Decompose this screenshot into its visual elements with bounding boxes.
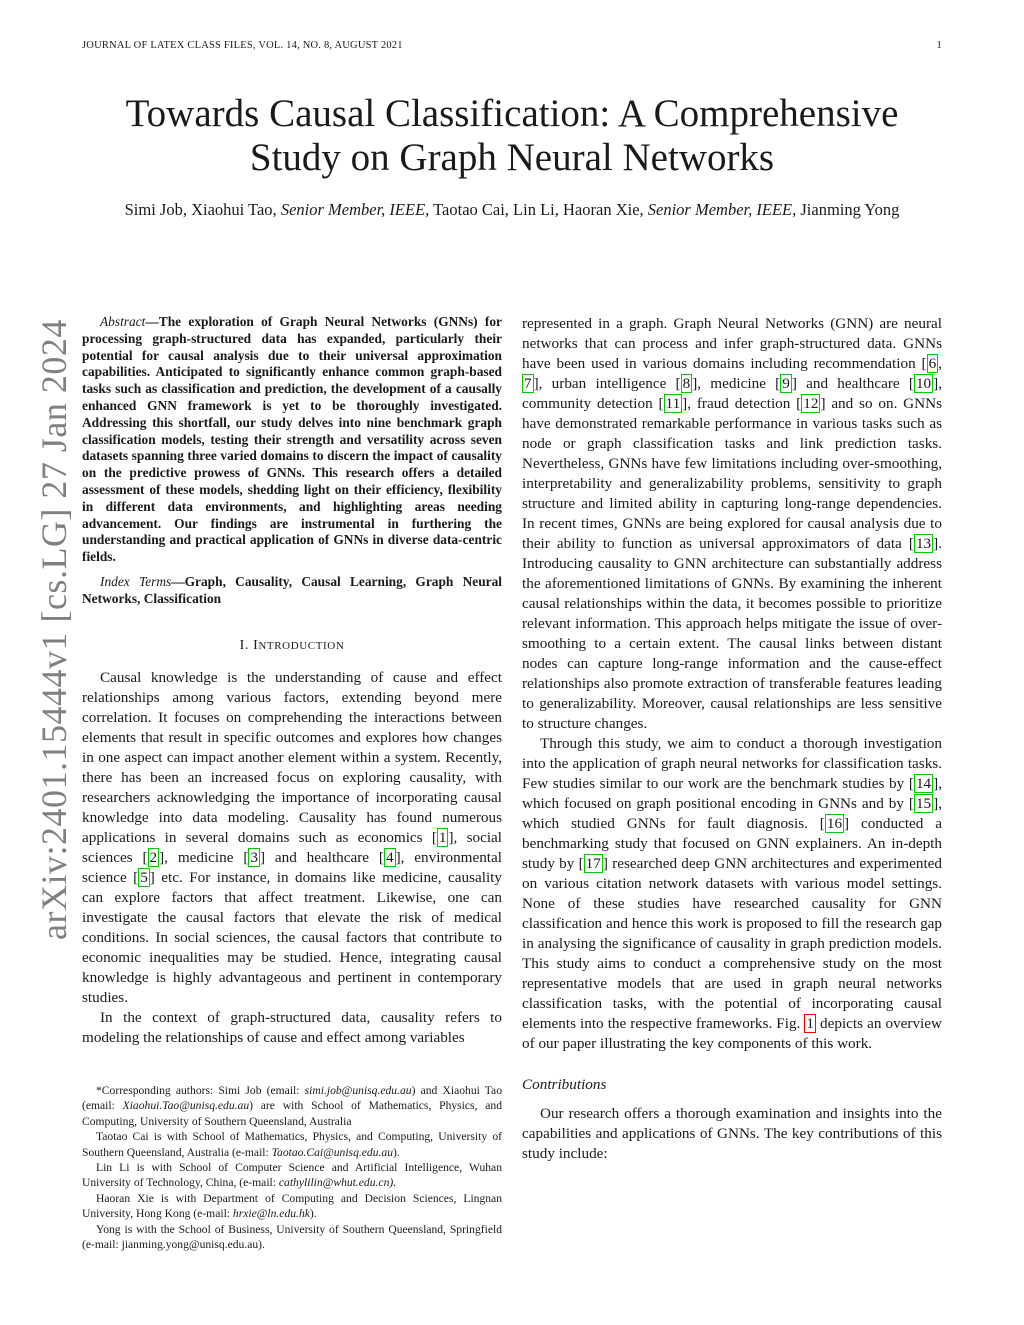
fn4-a: Haoran Xie is with Department of Computing and Decision Sciences, Lingnan University, Hong Kong (e-mail: bbox=[82, 1191, 502, 1221]
intro-p1-s1: Causal knowledge is the understanding of cause and effect relationships among various factors, extending beyond mere correlation. It focuses on comprehending the interactions between elements that result in specific outcomes and explores how changes in one aspect can impact another element within a system. Recently, there has been an increased focus on exploring causality, with researchers acknowledging the importance of incorporating causal knowledge into data modeling. Causality has found numerous applications in several domains such as economics bbox=[82, 668, 502, 846]
citation-link[interactable]: 2 bbox=[149, 848, 158, 866]
arxiv-watermark: arXiv:2401.15444v1 [cs.LG] 27 Jan 2024 bbox=[34, 319, 74, 940]
citation-link[interactable]: 9 bbox=[782, 375, 790, 392]
citation-link[interactable]: 1 bbox=[438, 828, 447, 846]
fn1-c: ) are with School of Mathematics, Physics, and Computing, University of Southern Queensland, Australia bbox=[82, 1099, 502, 1128]
footnote-cai bbox=[82, 1129, 502, 1160]
citation-link[interactable]: 16 bbox=[826, 815, 843, 832]
authors-part-2: , Taotao Cai, Lin Li, Haoran Xie, bbox=[425, 200, 648, 219]
left-column bbox=[82, 314, 502, 1048]
rp2-s6: depicts an overview of our paper illustrating the key components of this work. bbox=[522, 1015, 942, 1052]
authors-part-1: Simi Job, Xiaohui Tao, bbox=[124, 200, 281, 219]
footnote-corresponding bbox=[82, 1083, 502, 1129]
abstract-label: Abstract bbox=[100, 314, 146, 329]
rp2-s3: ], which studied GNNs for fault diagnosis. [ bbox=[522, 795, 942, 832]
fn2-b: ). bbox=[393, 1145, 400, 1159]
rp2-s5: ] researched deep GNN architectures and experimented on various citation network datasets with various model settings. None of these studies have researched causality for GNN classification and hence this work is proposed to fill the research gap in analysing the significance of causality in graph prediction models. This study aims to conduct a comprehensive study on the most representative models that are used in graph neural networks classification tasks, with the potential of incorporating causal elements into the respective frameworks. Fig. bbox=[522, 855, 943, 1032]
rp1-s4: ] and healthcare [ bbox=[791, 375, 914, 392]
section-heading-introduction bbox=[82, 638, 502, 654]
intro-p1-s4: and healthcare bbox=[265, 848, 379, 866]
email-link[interactable]: Taotao.Cai@unisq.edu.au bbox=[271, 1145, 394, 1159]
section-numeral: I. bbox=[239, 637, 254, 653]
abstract bbox=[82, 314, 502, 566]
citation-link[interactable]: 6 bbox=[928, 355, 937, 372]
citation-link[interactable]: 4 bbox=[385, 848, 394, 866]
paper-title bbox=[0, 92, 1024, 180]
subsection-heading-contributions: Contributions bbox=[522, 1076, 607, 1093]
citation-link[interactable]: 8 bbox=[682, 375, 691, 392]
right-column bbox=[522, 314, 942, 1164]
right-paragraph-2 bbox=[522, 734, 942, 1054]
author-role-2: Senior Member, IEEE bbox=[647, 200, 793, 219]
citation-link[interactable]: 15 bbox=[915, 795, 932, 812]
rp1-s7: ] and so on. GNNs have demonstrated remarkable performance in various tasks such as node or graph classification tasks and link prediction tasks. Nevertheless, GNNs have few limitations including over-smoothing, interpretability and generalizability problems, sensitivity to graph structure and limited ability in capturing long-range dependencies. In recent times, GNNs are being explored for causal analysis due to their ability to function as universal approximators of data [ bbox=[522, 395, 942, 552]
journal-name: JOURNAL OF LATEX CLASS FILES, VOL. 14, NO. 8, AUGUST 2021 bbox=[82, 40, 403, 51]
citation-link[interactable]: 10 bbox=[915, 375, 932, 392]
authors-part-3: , Jianming Yong bbox=[792, 200, 900, 219]
author-role-1: Senior Member, IEEE bbox=[280, 200, 426, 219]
email-link[interactable]: simi.job@unisq.edu.au bbox=[304, 1084, 412, 1097]
citation-link[interactable]: 5 bbox=[140, 868, 148, 886]
citation-link[interactable]: 3 bbox=[250, 848, 258, 866]
contributions-paragraph: Our research offers a thorough examination and insights into the capabilities and applications of GNNs. The key contributions of this study include: bbox=[522, 1105, 942, 1162]
title-line-2: Study on Graph Neural Networks bbox=[249, 136, 775, 179]
rp1-s1: represented in a graph. Graph Neural Networks (GNN) are neural networks that can process and infer graph-structured data. GNNs have been used in various domains including recommendation [ bbox=[522, 315, 942, 372]
footnote-xie bbox=[82, 1191, 502, 1222]
figure-link[interactable]: 1 bbox=[806, 1015, 814, 1032]
rp1-s5: ], community detection [ bbox=[522, 375, 942, 412]
fn4-b: ). bbox=[309, 1207, 317, 1221]
citation-link[interactable]: 14 bbox=[915, 775, 932, 792]
fn3-a: Lin Li is with School of Computer Science and Artificial Intelligence, Wuhan University of Technology, China, (e-mail: bbox=[82, 1161, 502, 1190]
section-first-letter: I bbox=[253, 637, 259, 653]
email-link[interactable]: Xiaohui.Tao@unisq.edu.au bbox=[122, 1099, 250, 1113]
intro-p1-s5: , environmental science bbox=[82, 848, 502, 886]
citation-link[interactable]: 11 bbox=[665, 395, 681, 412]
intro-p1-s3: , medicine bbox=[164, 848, 244, 866]
fn2-a: Taotao Cai is with School of Mathematics, Physics, and Computing, University of Southern Queensland, Australia (e-mail: bbox=[82, 1130, 502, 1159]
title-line-1: Towards Causal Classification: A Comprehensive bbox=[125, 92, 899, 135]
rp1-s3: ], medicine [ bbox=[692, 375, 781, 392]
rp2-s2: ], which focused on graph positional encoding in GNNs and by [ bbox=[522, 775, 942, 812]
index-terms bbox=[82, 574, 502, 608]
intro-p1-s6: etc. For instance, in domains like medicine, causality can explore factors that affect treatment. Likewise, one can investigate the causal factors that elevate the risk of medical conditions. In social sciences, the causal factors that contribute to economic inequalities may be studied. Hence, integrating causal knowledge is highly advantageous and pertinent in contemporary studies. bbox=[82, 868, 502, 1006]
abstract-text: —The exploration of Graph Neural Networks (GNNs) for processing graph-structured data has expanded, particularly their potential for causal analysis due to their universal approximation capabilities. Anticipated to significantly enhance common graph-based tasks such as classification and prediction, the development of a causally enhanced GNN framework is yet to be thoroughly investigated. Addressing this shortfall, our study delves into nine benchmark graph classification models, testing their strength and versatility across seven datasets spanning three varied domains to discern the impact of causality on the predictive prowess of GNNs. This research offers a detailed assessment of these models, shedding light on their efficiency, flexibility in different data environments, and highlighting areas needing advancement. Our findings are instrumental in furthering the understanding and practical application of GNNs in diverse data-centric fields. bbox=[82, 314, 502, 565]
rp1-s2: ], urban intelligence [ bbox=[533, 375, 681, 392]
citation-link[interactable]: 13 bbox=[915, 535, 932, 552]
right-paragraph-1 bbox=[522, 314, 942, 734]
rp2-s1: Through this study, we aim to conduct a thorough investigation into the application of graph neural networks for classification tasks. Few studies similar to our work are the benchmark studies by [ bbox=[522, 735, 942, 792]
email-link[interactable]: cathylilin@whut.edu.cn). bbox=[278, 1176, 397, 1190]
author-list bbox=[82, 199, 942, 221]
index-terms-label: Index Terms bbox=[100, 573, 172, 589]
index-terms-text: —Graph, Causality, Causal Learning, Graph Neural Networks, Classification bbox=[82, 573, 503, 606]
footnote-li bbox=[82, 1160, 502, 1191]
fn1-b: ) and Xiaohui Tao (email: bbox=[82, 1084, 502, 1113]
rp2-s4: ] conducted a benchmarking study that focused on GNN explainers. An in-depth study by [ bbox=[522, 815, 942, 872]
footnotes bbox=[82, 1083, 502, 1252]
footnote-yong: Yong is with the School of Business, University of Southern Queensland, Springfield (e-mail: jianming.yong@unisq.edu.au). bbox=[82, 1222, 502, 1252]
running-header bbox=[82, 40, 942, 51]
intro-p1-s2: , social sciences bbox=[82, 828, 502, 866]
fn1-a: *Corresponding authors: Simi Job (email: bbox=[96, 1084, 305, 1097]
intro-paragraph-2: In the context of graph-structured data, causality refers to modeling the relationships of cause and effect among variables bbox=[82, 1008, 502, 1046]
rp1-s8: ]. Introducing causality to GNN architecture can substantially address the aforementioned limitations of GNNs. By examining the inherent causal relationships within the data, it becomes possible to prioritize relevant information. This approach helps mitigate the issue of over-smoothing to a certain extent. The causal links between distant nodes can capture long-range information and the cause-effect relationships also promote extraction of transferable features leading to generalizability. Moreover, causal relationships are less sensitive to structure changes. bbox=[522, 535, 942, 732]
section-title-rest: NTRODUCTION bbox=[258, 639, 345, 652]
citation-link[interactable]: 17 bbox=[585, 855, 601, 872]
page-number: 1 bbox=[936, 40, 942, 51]
citation-link[interactable]: 12 bbox=[803, 395, 819, 412]
citation-link[interactable]: 7 bbox=[524, 375, 532, 392]
rp1-s1b: , bbox=[938, 355, 942, 372]
email-link[interactable]: hrxie@ln.edu.hk bbox=[232, 1207, 310, 1221]
intro-paragraph-1: Causal knowledge is the understanding of cause and effect relationships among various factors, extending beyond mere correlation. It focuses on comprehending the interactions between elements that result in specific outcomes and explores how changes in one aspect can impact another element within a system. Recently, there has been an increased focus on exploring causality, with researchers acknowledging the importance of incorporating causal knowledge into data modeling. Causality has found numerous applications in several domains such as economics [ 1 ], social sciences [ 2 ], medicine [ 3 ] and healthcare [ 4 ], environmental science [ 5 ] etc. For instance, in domains like medicine, causality can explore factors that affect treatment. Likewise, one can investigate the causal factors that elevate the risk of medical conditions. In social sciences, the causal factors that contribute to economic inequalities may be studied. Hence, integrating causal knowledge is highly advantageous and pertinent in contemporary studies. bbox=[82, 668, 502, 1006]
rp1-s6: ], fraud detection [ bbox=[682, 395, 802, 412]
